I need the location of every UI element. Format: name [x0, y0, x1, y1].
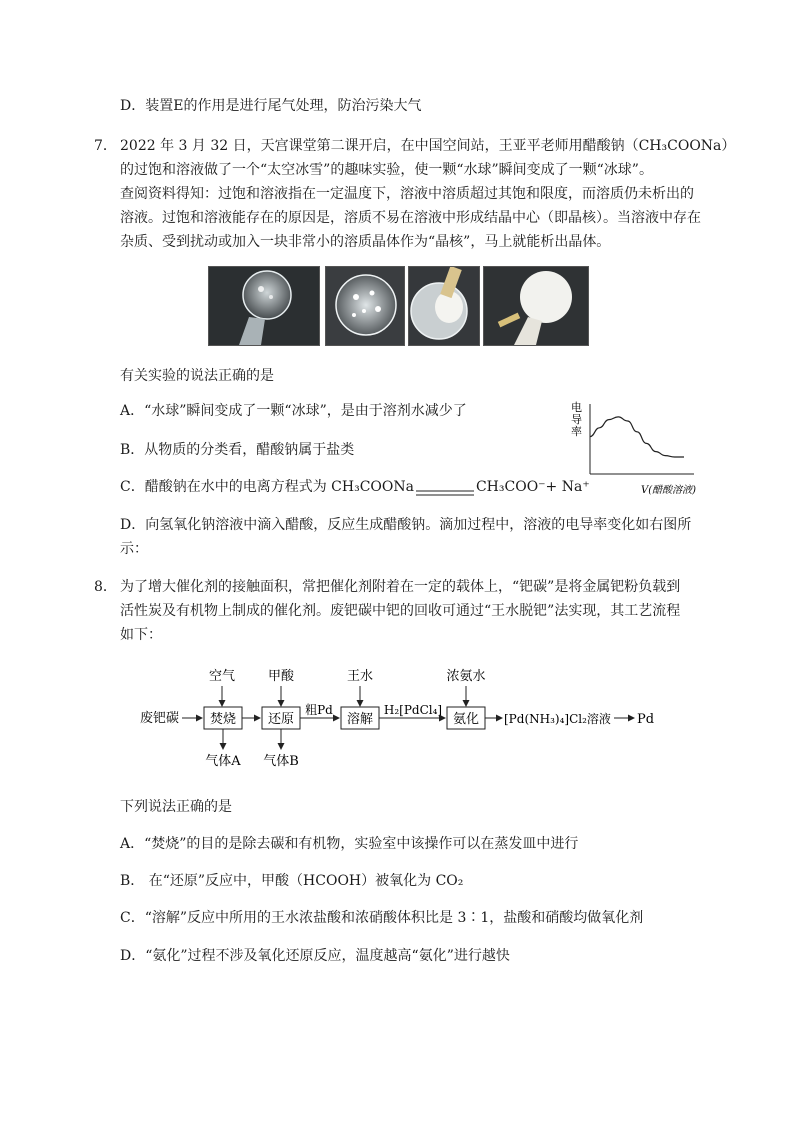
- flow-box-reduction-label: 还原: [267, 712, 295, 727]
- flow-box-incineration-label: 焚烧: [209, 712, 237, 727]
- question-7-number: 7．: [94, 138, 117, 154]
- flow-input-ammonia: 浓氨水: [446, 669, 486, 684]
- experiment-photo-2: [325, 266, 405, 346]
- option-c-text: C．醋酸钠在水中的电离方程式为 CH₃COONa: [120, 479, 414, 495]
- process-flow-diagram: [130, 664, 670, 774]
- chart-ylabel-1: 电: [571, 401, 582, 414]
- q8-option-a: A．“焚烧”的目的是除去碳和有机物，实验室中该操作可以在蒸发皿中进行: [120, 836, 579, 852]
- option-c-products: CH₃COO⁻+ Na⁺: [475, 479, 590, 495]
- q7-option-d-line-2: 示：: [120, 541, 148, 557]
- q8-line-3: 如下：: [120, 627, 162, 643]
- q7-stem: 有关实验的说法正确的是: [120, 368, 274, 384]
- experiment-photo-4: [483, 266, 589, 346]
- q7-option-d-line-1: D．向氢氧化钠溶液中滴入醋酸，反应生成醋酸钠。滴加过程中，溶液的电导率变化如右图所: [120, 517, 692, 533]
- flow-final-product: Pd: [637, 712, 655, 727]
- flow-start-material: 废钯碳: [140, 711, 180, 726]
- prev-option-d: D．装置E的作用是进行尾气处理，防治污染大气: [120, 98, 422, 114]
- flow-output-gas-a: 气体A: [205, 754, 241, 769]
- flow-input-air: 空气: [208, 669, 236, 684]
- flow-product-complex: [Pd(NH₃)₄]Cl₂溶液: [504, 712, 611, 726]
- q8-line-1: 为了增大催化剂的接触面积，常把催化剂附着在一定的载体上，“钯碳”是将金属钯粉负载到: [120, 579, 681, 595]
- flow-input-aqua-regia: 王水: [346, 669, 374, 684]
- flow-box-ammoniation-label: 氨化: [452, 712, 480, 727]
- flow-output-gas-b: 气体B: [263, 754, 299, 769]
- q7-option-c: [120, 475, 590, 499]
- experiment-photo-1: [208, 266, 320, 346]
- question-8-number: 8．: [94, 579, 117, 595]
- conductivity-chart: [568, 398, 698, 496]
- q7-line-3: 查阅资料得知：过饱和溶液指在一定温度下，溶液中溶质超过其饱和限度，而溶质仍未析出的: [120, 186, 694, 202]
- conductivity-curve: [590, 417, 684, 457]
- experiment-photo-3: [408, 266, 480, 346]
- q7-line-1: 2022 年 3 月 32 日，天宫课堂第二课开启，在中国空间站，王亚平老师用醋酸钠（CH₃COONa）: [120, 138, 736, 154]
- q7-line-4: 溶液。过饱和溶液能存在的原因是，溶质不易在溶液中形成结晶中心（即晶核）。当溶液中存在: [120, 210, 701, 226]
- q8-option-d: D．“氨化”过程不涉及氧化还原反应，温度越高“氨化”进行越快: [120, 948, 510, 964]
- q7-line-2: 的过饱和溶液做了一个“太空冰雪”的趣味实验，使一颗“水球”瞬间变成了一颗“冰球”。: [120, 162, 653, 178]
- q8-option-c: C．“溶解”反应中所用的王水浓盐酸和浓硝酸体积比是 3∶1，盐酸和硝酸均做氧化剂: [120, 910, 644, 926]
- chart-ylabel-3: 率: [571, 425, 582, 438]
- flow-intermediate-h2pdcl4: H₂[PdCl₄]: [383, 703, 443, 717]
- flow-intermediate-crude-pd: 粗Pd: [305, 703, 333, 717]
- chart-ylabel-2: 导: [571, 413, 582, 426]
- equilibrium-arrow-icon: [414, 482, 476, 492]
- q8-option-b: B． 在“还原”反应中，甲酸（HCOOH）被氧化为 CO₂: [120, 873, 464, 889]
- q7-line-5: 杂质、受到扰动或加入一块非常小的溶质晶体作为“晶核”，马上就能析出晶体。: [120, 234, 611, 250]
- q7-option-a: A．“水球”瞬间变成了一颗“冰球”，是由于溶剂水减少了: [120, 403, 467, 419]
- q8-stem: 下列说法正确的是: [120, 799, 232, 815]
- flow-input-formic-acid: 甲酸: [267, 669, 295, 684]
- q7-option-b: B．从物质的分类看，醋酸钠属于盐类: [120, 442, 355, 458]
- flow-box-dissolution-label: 溶解: [346, 712, 374, 727]
- q8-line-2: 活性炭及有机物上制成的催化剂。废钯碳中钯的回收可通过“王水脱钯”法实现，其工艺流程: [120, 603, 681, 619]
- chart-xlabel: V(醋酸溶液): [640, 485, 696, 496]
